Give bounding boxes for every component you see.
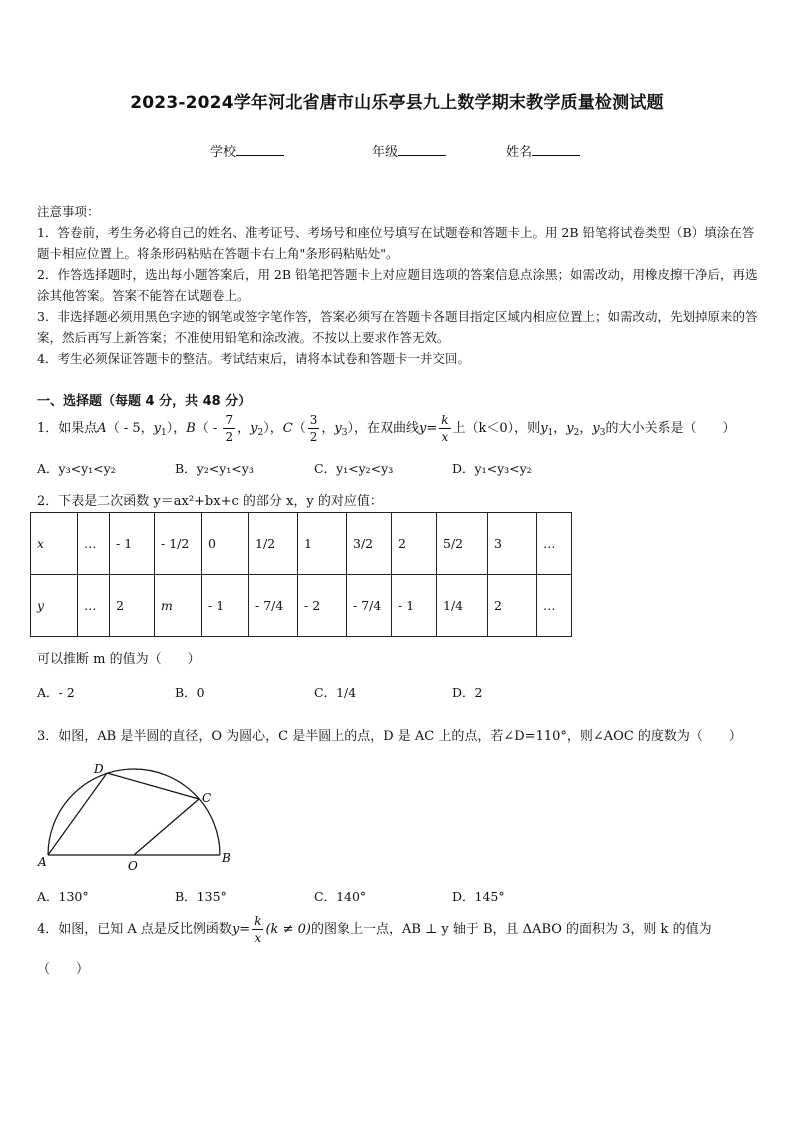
- q3-option-d[interactable]: D．145°: [452, 889, 505, 904]
- semicircle-figure: [36, 758, 236, 874]
- q2-option-c[interactable]: C．1/4: [314, 685, 357, 700]
- table-row-x: [31, 513, 572, 575]
- q3-option-b[interactable]: B．135°: [175, 889, 227, 904]
- semicircle-arc: [48, 769, 220, 855]
- fraction: $\frac{k}{x}$: [441, 413, 449, 444]
- q1-option-d[interactable]: D．y₁<y₃<y₂: [452, 461, 532, 476]
- table-cell: - 1: [202, 575, 249, 637]
- table-cell: - 7/4: [347, 575, 392, 637]
- label-a: A: [38, 855, 47, 869]
- school-blank[interactable]: [236, 143, 284, 156]
- table-cell: 5/2: [437, 513, 488, 575]
- table-row-y: [31, 575, 572, 637]
- table-cell: m: [155, 575, 202, 637]
- chord-oc: [134, 799, 199, 855]
- note-item-2: 2．作答选择题时，选出每小题答案后，用 2B 铅笔把答题卡上对应题目选项的答案信息点涂黑；如需改动，用橡皮擦干净后，再选涂其他答案。答案不能答在试题卷上。: [37, 267, 758, 303]
- q1-option-a[interactable]: A．y₃<y₁<y₂: [37, 461, 116, 476]
- question-4: 4．如图，已知 A 点是反比例函数y= $\frac{k}{x}$ (k ≠ 0)的图象上一点，AB ⊥ y 轴于 B，且 ΔABO 的面积为 3，则 k 的值为: [37, 914, 712, 945]
- grade-field: 年级: [372, 141, 446, 160]
- value-table: [30, 512, 572, 637]
- q3-option-c[interactable]: C．140°: [314, 889, 367, 904]
- page-title: 2023-2024学年河北省唐市山乐亭县九上数学期末教学质量检测试题: [130, 93, 664, 113]
- school-field: 学校: [210, 141, 284, 160]
- table-cell: 1/2: [249, 513, 298, 575]
- table-cell: 2: [488, 575, 537, 637]
- question-2: 2．下表是二次函数 y＝ax²+bx+c 的部分 x，y 的对应值：: [37, 494, 383, 509]
- label-b: B: [222, 851, 231, 865]
- note-item-1: 1．答卷前，考生务必将自己的姓名、准考证号、考场号和座位号填写在试题卷和答题卡上。用 2B 铅笔将试卷类型（B）填涂在答题卡相应位置上。将条形码粘贴在答题卡右上角"条形码粘贴处"。: [37, 225, 755, 261]
- question-3: 3．如图，AB 是半圆的直径，O 为圆心，C 是半圆上的点，D 是 AC 上的点，若∠D=110°，则∠AOC 的度数为（ ）: [37, 729, 742, 744]
- q2-option-b[interactable]: B．0: [175, 685, 205, 700]
- notes-heading: 注意事项：: [37, 204, 100, 219]
- table-cell: …: [78, 575, 110, 637]
- table-cell: - 2: [298, 575, 347, 637]
- table-cell: 0: [202, 513, 249, 575]
- notes-block: [37, 201, 759, 369]
- fraction: $\frac{7}{2}$: [225, 413, 234, 444]
- table-cell: - 7/4: [249, 575, 298, 637]
- table-cell: 3: [488, 513, 537, 575]
- q1-option-c[interactable]: C．y₁<y₂<y₃: [314, 461, 394, 476]
- q4-answer-paren: （ ）: [37, 962, 90, 977]
- q2-option-a[interactable]: A．- 2: [37, 685, 75, 700]
- q2-infer: 可以推断 m 的值为（ ）: [37, 652, 201, 667]
- name-blank[interactable]: [532, 143, 580, 156]
- grade-blank[interactable]: [398, 143, 446, 156]
- note-item-4: 4．考生必须保证答题卡的整洁。考试结束后，请将本试卷和答题卡一并交回。: [37, 351, 470, 366]
- table-cell: 2: [110, 575, 155, 637]
- table-cell: 3/2: [347, 513, 392, 575]
- label-c: C: [202, 791, 212, 805]
- section-heading: 一、选择题（每题 4 分，共 48 分）: [37, 394, 252, 409]
- table-cell: …: [78, 513, 110, 575]
- q1-option-b[interactable]: B．y₂<y₁<y₃: [175, 461, 254, 476]
- table-cell: x: [31, 513, 78, 575]
- table-cell: …: [537, 575, 572, 637]
- table-cell: …: [537, 513, 572, 575]
- table-cell: 1/4: [437, 575, 488, 637]
- chord-ad: [48, 773, 107, 855]
- question-1: 1．如果点A（ - 5，$y_1$），B（ - $\frac{7}{2}$ ，$y_2$），C（ $\frac{3}{2}$ ，$y_3$），在双曲线y= $\frac{k}{x}$ 上（k＜0），则$y_1$，$y_2$，$y_3$的大小关系是（ ）: [37, 413, 736, 444]
- q2-option-d[interactable]: D．2: [452, 685, 483, 700]
- q3-option-a[interactable]: A．130°: [37, 889, 89, 904]
- table-cell: - 1/2: [155, 513, 202, 575]
- fraction: $\frac{3}{2}$: [309, 413, 318, 444]
- name-field: 姓名: [506, 141, 580, 160]
- table-cell: - 1: [392, 575, 437, 637]
- table-cell: y: [31, 575, 78, 637]
- label-o: O: [128, 859, 138, 873]
- table-cell: 1: [298, 513, 347, 575]
- label-d: D: [94, 762, 104, 776]
- table-cell: 2: [392, 513, 437, 575]
- note-item-3: 3．非选择题必须用黑色字迹的钢笔或签字笔作答，答案必须写在答题卡各题目指定区域内相应位置上；如需改动，先划掉原来的答案，然后再写上新答案；不准使用铅笔和涂改液。不按以上要求作答无效。: [37, 309, 758, 345]
- fraction: $\frac{k}{x}$: [254, 914, 262, 945]
- table-cell: - 1: [110, 513, 155, 575]
